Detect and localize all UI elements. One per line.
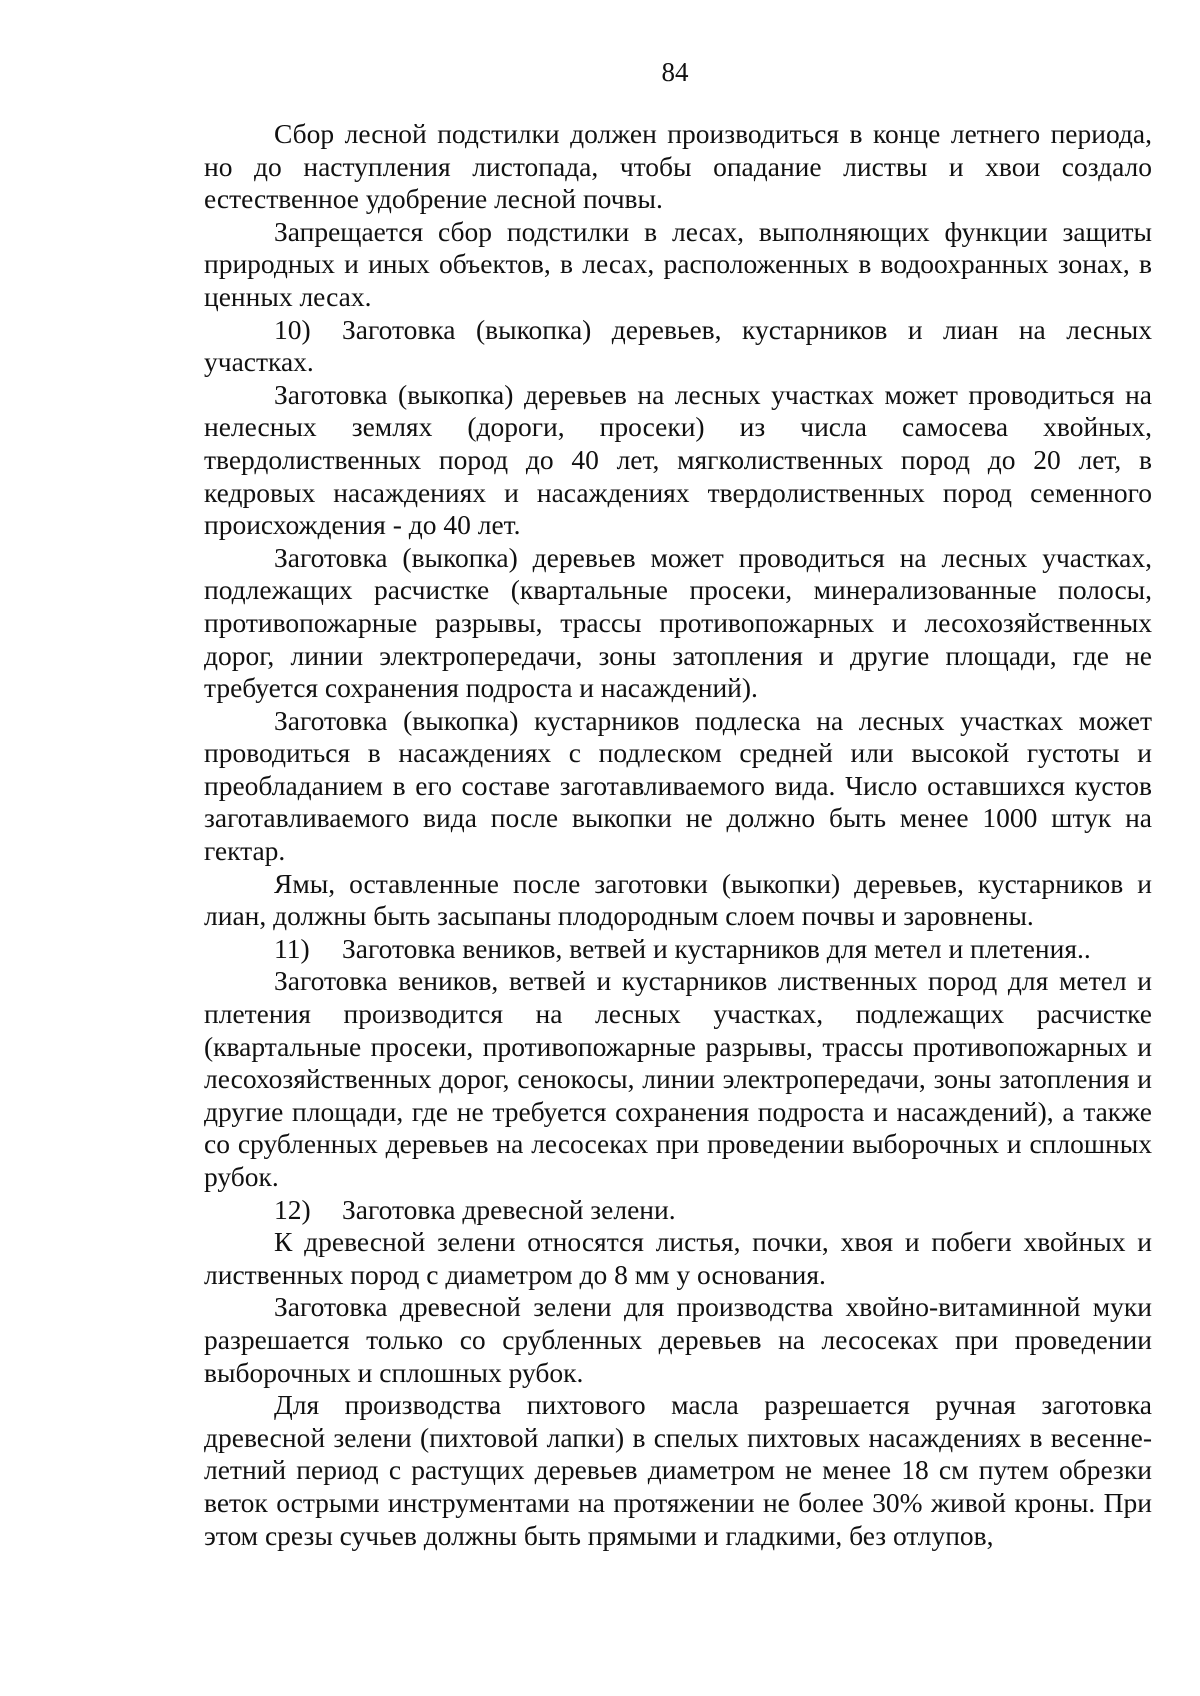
paragraph: Для производства пихтового масла разрешается ручная заготовка древесной зелени (пихтовой лапки) в спелых пихтовых насаждениях в весенне-летний период с растущих деревьев диаметром не менее 18 см путем обрезки веток острыми инструментами на протяжении не более 30% живой кроны. При этом срезы сучьев должны быть прямыми и гладкими, без отлупов, bbox=[204, 1389, 1152, 1551]
item-number: 10) bbox=[274, 313, 311, 345]
paragraph: Ямы, оставленные после заготовки (выкопки) деревьев, кустарников и лиан, должны быть засыпаны плодородным слоем почвы и заровнены. bbox=[204, 867, 1152, 932]
paragraph: Заготовка (выкопка) кустарников подлеска на лесных участках может проводиться в насаждениях с подлеском средней или высокой густоты и преобладанием в его составе заготавливаемого вида. Число оставшихся кустов заготавливаемого вида после выкопки не должно быть менее 1000 штук на гектар. bbox=[204, 704, 1152, 867]
numbered-item bbox=[204, 1194, 1152, 1227]
paragraph: Запрещается сбор подстилки в лесах, выполняющих функции защиты природных и иных объектов, в лесах, расположенных в водоохранных зонах, в ценных лесах. bbox=[204, 215, 1152, 312]
paragraph: Сбор лесной подстилки должен производиться в конце летнего периода, но до наступления листопада, чтобы опадание листвы и хвои создало естественное удобрение лесной почвы. bbox=[204, 118, 1152, 215]
numbered-item bbox=[204, 933, 1152, 966]
item-text: Заготовка древесной зелени. bbox=[342, 1193, 676, 1225]
paragraph: Заготовка древесной зелени для производства хвойно-витаминной муки разрешается только со срубленных деревьев на лесосеках при проведении выборочных и сплошных рубок. bbox=[204, 1291, 1152, 1388]
item-text: Заготовка веников, ветвей и кустарников для метел и плетения.. bbox=[342, 932, 1091, 964]
page-number: 84 bbox=[661, 57, 689, 87]
paragraph: К древесной зелени относятся листья, почки, хвоя и побеги хвойных и лиственных пород с диаметром до 8 мм у основания. bbox=[204, 1226, 1152, 1290]
numbered-item bbox=[204, 314, 1152, 379]
paragraph: Заготовка веников, ветвей и кустарников лиственных пород для метел и плетения производится на лесных участках, подлежащих расчистке (квартальные просеки, противопожарные разрывы, трассы противопожарных и лесохозяйственных дорог, сенокосы, линии электропередачи, зоны затопления и другие площади, где не требуется сохранения подроста и насаждений), а также со срубленных деревьев на лесосеках при проведении выборочных и сплошных рубок. bbox=[204, 965, 1152, 1192]
item-text: Заготовка (выкопка) деревьев, кустарников и лиан на лесных участках. bbox=[204, 313, 1152, 378]
item-number: 11) bbox=[274, 932, 310, 964]
paragraph: Заготовка (выкопка) деревьев на лесных участках может проводиться на нелесных землях (дороги, просеки) из числа самосева хвойных, твердолиственных пород до 40 лет, мягколиственных пород до 20 лет, в кедровых насаждениях и насаждениях твердолиственных пород семенного происхождения - до 40 лет. bbox=[204, 378, 1152, 541]
document-body bbox=[204, 118, 1152, 1552]
item-number: 12) bbox=[274, 1193, 311, 1225]
paragraph: Заготовка (выкопка) деревьев может проводиться на лесных участках, подлежащих расчистке (квартальные просеки, минерализованные полосы, противопожарные разрывы, трассы противопожарных и лесохозяйственных дорог, линии электропередачи, зоны затопления и другие площади, где не требуется сохранения подроста и насаждений). bbox=[204, 541, 1152, 704]
